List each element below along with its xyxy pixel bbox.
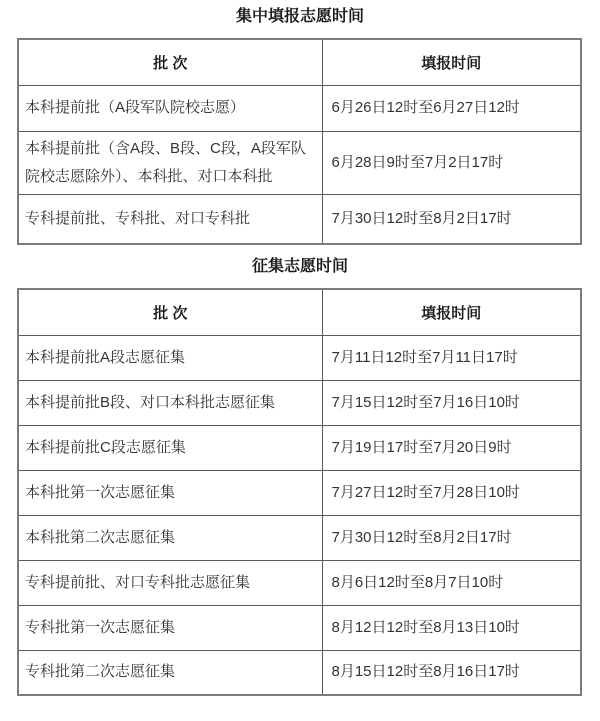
batch-cell: 本科提前批C段志愿征集 bbox=[18, 425, 322, 470]
column-header-filling-time: 填报时间 bbox=[322, 39, 581, 85]
batch-cell: 专科批第一次志愿征集 bbox=[18, 605, 322, 650]
table-row bbox=[18, 650, 581, 695]
batch-cell: 本科批第二次志愿征集 bbox=[18, 515, 322, 560]
collection-schedule-table bbox=[17, 288, 582, 696]
batch-cell: 专科提前批、对口专科批志愿征集 bbox=[18, 560, 322, 605]
time-cell: 7月15日12时至7月16日10时 bbox=[322, 380, 581, 425]
table-header-row bbox=[18, 289, 581, 335]
table-row bbox=[18, 515, 581, 560]
column-header-filling-time: 填报时间 bbox=[322, 289, 581, 335]
time-cell: 7月30日12时至8月2日17时 bbox=[322, 515, 581, 560]
batch-cell: 本科提前批（含A段、B段、C段，A段军队院校志愿除外）、本科批、对口本科批 bbox=[18, 131, 322, 194]
batch-cell: 本科提前批B段、对口本科批志愿征集 bbox=[18, 380, 322, 425]
table-row bbox=[18, 470, 581, 515]
table-row bbox=[18, 560, 581, 605]
section-title-collection: 征集志愿时间 bbox=[251, 258, 348, 275]
table-row bbox=[18, 194, 581, 244]
table-row bbox=[18, 131, 581, 194]
batch-cell: 本科批第一次志愿征集 bbox=[18, 470, 322, 515]
time-cell: 6月26日12时至6月27日12时 bbox=[322, 85, 581, 131]
time-cell: 7月11日12时至7月11日17时 bbox=[322, 335, 581, 380]
time-cell: 8月15日12时至8月16日17时 bbox=[322, 650, 581, 695]
table-row bbox=[18, 380, 581, 425]
table-row bbox=[18, 85, 581, 131]
time-cell: 7月27日12时至7月28日10时 bbox=[322, 470, 581, 515]
column-header-batch: 批 次 bbox=[18, 39, 322, 85]
time-cell: 8月12日12时至8月13日10时 bbox=[322, 605, 581, 650]
batch-cell: 本科提前批A段志愿征集 bbox=[18, 335, 322, 380]
time-cell: 6月28日9时至7月2日17时 bbox=[322, 131, 581, 194]
batch-cell: 专科提前批、专科批、对口专科批 bbox=[18, 194, 322, 244]
batch-cell: 专科批第二次志愿征集 bbox=[18, 650, 322, 695]
column-header-batch: 批 次 bbox=[18, 289, 322, 335]
table-header-row bbox=[18, 39, 581, 85]
time-cell: 8月6日12时至8月7日10时 bbox=[322, 560, 581, 605]
table-row bbox=[18, 605, 581, 650]
time-cell: 7月19日17时至7月20日9时 bbox=[322, 425, 581, 470]
table-row bbox=[18, 335, 581, 380]
batch-cell: 本科提前批（A段军队院校志愿） bbox=[18, 85, 322, 131]
section-title-centralized-filling: 集中填报志愿时间 bbox=[235, 8, 364, 25]
time-cell: 7月30日12时至8月2日17时 bbox=[322, 194, 581, 244]
centralized-filling-schedule-table bbox=[17, 38, 582, 245]
table-row bbox=[18, 425, 581, 470]
